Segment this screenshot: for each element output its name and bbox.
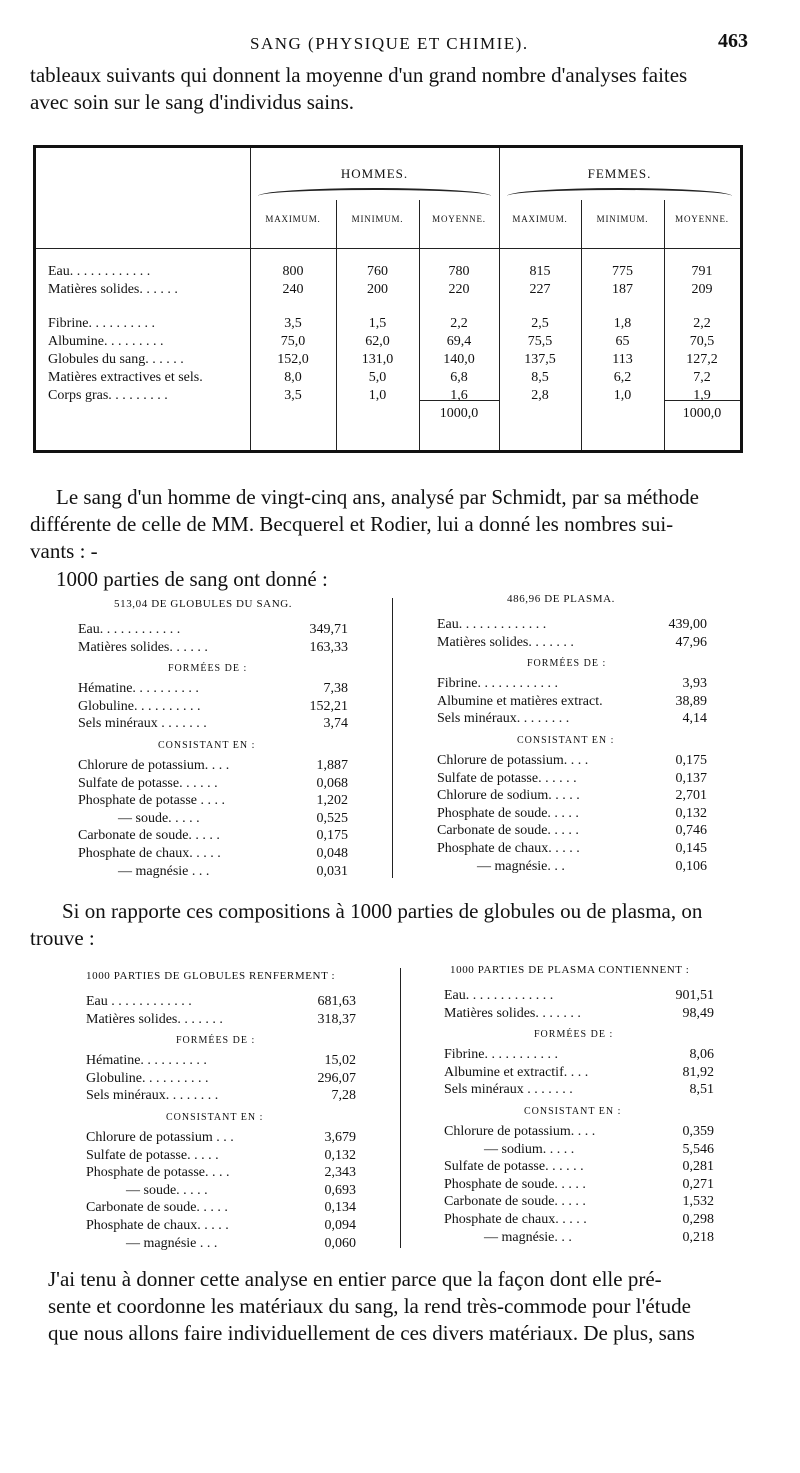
table-cell: 137,5 bbox=[524, 352, 556, 367]
block-heading: 1000 PARTIES DE GLOBULES RENFERMENT : bbox=[86, 970, 336, 982]
item-value: 0,060 bbox=[324, 1235, 356, 1251]
column-heading: MOYENNE. bbox=[675, 214, 729, 224]
column-divider bbox=[392, 598, 393, 878]
item-value: 4,14 bbox=[682, 711, 707, 727]
item-label: Phosphate de chaux. . . . . bbox=[86, 1218, 229, 1233]
sub-heading: FORMÉES DE : bbox=[527, 658, 607, 670]
table-divider bbox=[250, 148, 251, 450]
item-label: Eau. . . . . . . . . . . . . bbox=[437, 617, 547, 632]
item-value: 163,33 bbox=[309, 639, 348, 655]
table-cell: 65 bbox=[615, 334, 630, 349]
item-value: 3,679 bbox=[324, 1130, 356, 1145]
item-value: 318,37 bbox=[317, 1011, 356, 1027]
table-cell: 6,2 bbox=[613, 370, 632, 385]
sub-heading: CONSISTANT EN : bbox=[524, 1106, 622, 1117]
schmidt-line: vants : - bbox=[30, 539, 98, 563]
table-cell: 6,8 bbox=[450, 370, 468, 385]
item-label: Sulfate de potasse. . . . . . bbox=[78, 775, 218, 791]
item-label: Sulfate de potasse. . . . . . bbox=[444, 1159, 584, 1175]
table-cell: 70,5 bbox=[689, 334, 715, 349]
block-heading: 1000 PARTIES DE PLASMA CONTIENNENT : bbox=[450, 964, 690, 976]
table-cell: 69,4 bbox=[446, 334, 472, 349]
group-brace bbox=[258, 188, 491, 196]
item-label: Hématine. . . . . . . . . . bbox=[78, 681, 199, 697]
table-cell: 5,0 bbox=[368, 370, 387, 385]
item-value: 38,89 bbox=[675, 693, 707, 709]
page-number: 463 bbox=[718, 30, 748, 52]
parts-line: 1000 parties de sang ont donné : bbox=[56, 567, 328, 591]
table-divider bbox=[499, 148, 500, 450]
item-value: 0,525 bbox=[316, 810, 348, 826]
table-cell: 7,2 bbox=[693, 370, 711, 385]
table-cell: 8,5 bbox=[531, 370, 549, 385]
item-label: Carbonate de soude. . . . . bbox=[444, 1194, 586, 1210]
sub-heading: CONSISTANT EN : bbox=[158, 740, 256, 751]
item-value: 0,068 bbox=[316, 775, 348, 791]
table-cell: 3,5 bbox=[284, 388, 302, 403]
table-cell: 8,0 bbox=[284, 370, 302, 385]
item-label: Albumine et extractif. . . . bbox=[444, 1064, 589, 1080]
group-brace bbox=[507, 188, 732, 196]
item-value: 0,134 bbox=[324, 1200, 356, 1216]
sub-heading: FORMÉES DE : bbox=[176, 1035, 256, 1047]
table-cell: 2,2 bbox=[450, 316, 468, 331]
table-row-label: Fibrine. . . . . . . . . . bbox=[48, 316, 155, 331]
item-label: Sels minéraux. . . . . . . . bbox=[86, 1088, 219, 1104]
table-row-label: Matières solides. . . . . . bbox=[48, 282, 178, 297]
sub-heading: CONSISTANT EN : bbox=[166, 1112, 264, 1123]
table-cell: 2,8 bbox=[531, 388, 549, 403]
intro-line: tableaux suivants qui donnent la moyenne d'un grand nombre d'analyses faites bbox=[30, 63, 688, 87]
table-cell: 791 bbox=[691, 264, 713, 279]
table-cell: 127,2 bbox=[686, 352, 718, 367]
item-label: Sels minéraux. . . . . . . . bbox=[437, 711, 570, 727]
closing-line: que nous allons faire individuellement de ces divers matériaux. De plus, sans bbox=[48, 1321, 695, 1345]
table-cell: 200 bbox=[367, 282, 388, 297]
item-label: Phosphate de soude. . . . . bbox=[444, 1176, 586, 1192]
item-label: Fibrine. . . . . . . . . . . . bbox=[437, 676, 558, 692]
item-value: 1,532 bbox=[682, 1194, 714, 1210]
item-label: Phosphate de potasse . . . . bbox=[78, 793, 225, 809]
item-value: 0,132 bbox=[675, 805, 707, 821]
item-label: Chlorure de potassium. . . . bbox=[437, 753, 589, 768]
sub-heading: CONSISTANT EN : bbox=[517, 735, 615, 746]
block-heading: 513,04 DE GLOBULES DU SANG. bbox=[114, 598, 293, 610]
item-label: Matières solides. . . . . . bbox=[78, 639, 208, 655]
item-value: 349,71 bbox=[309, 622, 348, 637]
sub-heading: FORMÉES DE : bbox=[534, 1029, 614, 1041]
total-femmes: 1000,0 bbox=[682, 406, 722, 421]
item-value: 0,175 bbox=[316, 828, 348, 844]
rapport-paragraph bbox=[30, 898, 770, 952]
table-cell: 3,5 bbox=[284, 316, 302, 331]
item-label: Globuline. . . . . . . . . . bbox=[78, 698, 201, 714]
item-value: 7,38 bbox=[323, 681, 348, 697]
item-label: Phosphate de chaux. . . . . bbox=[437, 841, 580, 856]
closing-line: J'ai tenu à donner cette analyse en entier parce que la façon dont elle pré- bbox=[48, 1267, 662, 1291]
item-value: 2,343 bbox=[324, 1165, 356, 1181]
item-value: 0,175 bbox=[675, 753, 707, 768]
item-value: 0,048 bbox=[316, 846, 348, 861]
item-label: Chlorure de potassium . . . bbox=[86, 1130, 234, 1145]
item-value: 1,887 bbox=[316, 758, 348, 773]
column-heading: MOYENNE. bbox=[432, 214, 486, 224]
table-cell: 220 bbox=[448, 282, 470, 297]
item-label: Sels minéraux . . . . . . . bbox=[444, 1082, 573, 1098]
item-label: — magnésie. . . bbox=[484, 1229, 572, 1245]
item-label: Phosphate de soude. . . . . bbox=[437, 805, 579, 821]
item-value: 8,06 bbox=[689, 1047, 714, 1063]
item-value: 8,51 bbox=[689, 1082, 714, 1098]
item-label: Globuline. . . . . . . . . . bbox=[86, 1070, 209, 1086]
group-heading-femmes: FEMMES. bbox=[587, 166, 652, 181]
item-label: Chlorure de potassium. . . . bbox=[78, 758, 230, 773]
rapport-line: trouve : bbox=[30, 926, 95, 950]
table-cell: 815 bbox=[529, 264, 551, 279]
plasma-1000-block bbox=[444, 964, 724, 1244]
table-cell: 760 bbox=[367, 264, 388, 279]
table-cell: 113 bbox=[612, 352, 633, 367]
table-cell: 2,5 bbox=[531, 316, 549, 331]
item-value: 0,031 bbox=[316, 863, 348, 879]
closing-line: sente et coordonne les matériaux du sang, la rend très-commode pour l'étude bbox=[48, 1294, 691, 1318]
schmidt-line: différente de celle de MM. Becquerel et Rodier, lui a donné les nombres sui- bbox=[30, 512, 674, 536]
column-divider bbox=[400, 968, 401, 1248]
sub-heading: FORMÉES DE : bbox=[168, 663, 248, 675]
item-label: Chlorure de sodium. . . . . bbox=[437, 788, 580, 804]
item-value: 7,28 bbox=[331, 1088, 356, 1104]
item-label: Eau. . . . . . . . . . . . . bbox=[444, 988, 554, 1003]
blood-composition-table bbox=[33, 145, 743, 453]
item-value: 5,546 bbox=[682, 1141, 714, 1157]
item-label: Phosphate de chaux. . . . . bbox=[444, 1212, 587, 1227]
item-label: Matières solides. . . . . . . bbox=[86, 1011, 223, 1027]
table-row-label: Eau. . . . . . . . . . . . bbox=[48, 264, 151, 279]
block-heading: 486,96 DE PLASMA. bbox=[507, 593, 615, 605]
item-value: 0,298 bbox=[682, 1212, 714, 1227]
total-hommes: 1000,0 bbox=[439, 406, 479, 421]
closing-paragraph bbox=[48, 1266, 768, 1347]
table-cell: 131,0 bbox=[361, 352, 394, 367]
item-value: 0,106 bbox=[675, 858, 707, 874]
item-value: 98,49 bbox=[682, 1005, 714, 1021]
item-label: Fibrine. . . . . . . . . . . bbox=[444, 1047, 558, 1063]
item-value: 3,74 bbox=[323, 716, 348, 732]
item-value: 0,218 bbox=[682, 1229, 714, 1245]
item-label: Sulfate de potasse. . . . . . bbox=[437, 770, 577, 786]
table-cell: 240 bbox=[282, 282, 304, 297]
running-head bbox=[0, 30, 800, 60]
column-heading: MAXIMUM. bbox=[512, 214, 568, 224]
table-cell: 152,0 bbox=[277, 352, 309, 367]
item-label: Phosphate de potasse. . . . bbox=[86, 1165, 230, 1181]
globules-1000-block bbox=[86, 970, 366, 1250]
item-value: 901,51 bbox=[675, 988, 714, 1003]
globules-block bbox=[78, 598, 368, 878]
item-label: Hématine. . . . . . . . . . bbox=[86, 1053, 207, 1069]
table-row-label: Corps gras. . . . . . . . . bbox=[48, 388, 168, 403]
item-value: 152,21 bbox=[309, 698, 348, 714]
item-value: 81,92 bbox=[682, 1064, 714, 1080]
column-heading: MINIMUM. bbox=[596, 214, 649, 224]
table-cell: 800 bbox=[282, 264, 304, 279]
item-label: Carbonate de soude. . . . . bbox=[437, 823, 579, 839]
item-label: Sulfate de potasse. . . . . bbox=[86, 1147, 219, 1163]
table-cell: 1,8 bbox=[613, 316, 632, 331]
item-label: Chlorure de potassium. . . . bbox=[444, 1124, 596, 1139]
table-cell: 227 bbox=[529, 282, 551, 297]
table-cell: 140,0 bbox=[443, 352, 475, 367]
item-value: 0,693 bbox=[324, 1182, 356, 1198]
item-label: Carbonate de soude. . . . . bbox=[78, 828, 220, 844]
rapport-line: Si on rapporte ces compositions à 1000 parties de globules ou de plasma, on bbox=[62, 899, 703, 923]
item-label: — sodium. . . . . bbox=[484, 1141, 575, 1157]
item-value: 439,00 bbox=[668, 617, 707, 632]
table-cell: 75,5 bbox=[527, 334, 553, 349]
item-value: 0,145 bbox=[675, 841, 707, 856]
item-label: Phosphate de chaux. . . . . bbox=[78, 846, 221, 861]
item-label: — magnésie . . . bbox=[118, 863, 210, 879]
schmidt-paragraph bbox=[30, 484, 770, 565]
item-value: 0,271 bbox=[682, 1176, 714, 1192]
schmidt-line: Le sang d'un homme de vingt-cinq ans, analysé par Schmidt, par sa méthode bbox=[56, 485, 699, 509]
table-row-label: Matières extractives et sels. bbox=[48, 370, 203, 385]
group-heading-hommes: HOMMES. bbox=[340, 166, 409, 181]
item-value: 2,701 bbox=[675, 788, 707, 804]
table-cell: 780 bbox=[448, 264, 470, 279]
table-cell: 62,0 bbox=[365, 334, 390, 349]
item-value: 0,281 bbox=[682, 1159, 714, 1175]
item-label: Matières solides. . . . . . . bbox=[437, 634, 574, 650]
table-row-label: Albumine. . . . . . . . . bbox=[48, 334, 164, 349]
table-cell: 187 bbox=[612, 282, 633, 297]
running-head-title: SANG (PHYSIQUE ET CHIMIE). bbox=[250, 34, 529, 53]
item-value: 296,07 bbox=[317, 1070, 356, 1086]
item-label: Eau. . . . . . . . . . . . bbox=[78, 622, 181, 637]
item-value: 681,63 bbox=[317, 994, 356, 1009]
table-cell: 775 bbox=[612, 264, 633, 279]
item-label: — soude. . . . . bbox=[126, 1182, 208, 1198]
item-value: 0,359 bbox=[682, 1124, 714, 1139]
item-value: 0,132 bbox=[324, 1147, 356, 1163]
item-label: — magnésie. . . bbox=[477, 858, 565, 874]
item-value: 1,202 bbox=[316, 793, 348, 809]
table-cell: 75,0 bbox=[280, 334, 306, 349]
table-row-label: Globules du sang. . . . . . bbox=[48, 352, 184, 367]
table-cell: 2,2 bbox=[693, 316, 711, 331]
item-value: 15,02 bbox=[324, 1053, 356, 1069]
item-value: 0,094 bbox=[324, 1218, 356, 1233]
item-value: 0,746 bbox=[675, 823, 707, 839]
table-cell: 1,0 bbox=[368, 388, 387, 403]
intro-paragraph bbox=[30, 62, 770, 116]
table-cell: 1,6 bbox=[450, 388, 468, 403]
column-heading: MAXIMUM. bbox=[265, 214, 321, 224]
item-label: Matières solides. . . . . . . bbox=[444, 1005, 581, 1021]
table-cell: 1,5 bbox=[368, 316, 387, 331]
table-cell: 209 bbox=[691, 282, 713, 297]
item-label: — soude. . . . . bbox=[118, 810, 200, 826]
item-label: Carbonate de soude. . . . . bbox=[86, 1200, 228, 1216]
item-label: Eau . . . . . . . . . . . . bbox=[86, 994, 192, 1009]
plasma-block bbox=[437, 593, 707, 873]
item-value: 3,93 bbox=[682, 676, 707, 692]
item-label: Sels minéraux . . . . . . . bbox=[78, 716, 207, 732]
item-label: — magnésie . . . bbox=[126, 1235, 218, 1251]
table-cell: 1,9 bbox=[693, 388, 711, 403]
item-value: 0,137 bbox=[675, 770, 707, 786]
column-heading: MINIMUM. bbox=[351, 214, 404, 224]
item-label: Albumine et matières extract. bbox=[437, 693, 603, 709]
item-value: 47,96 bbox=[675, 634, 707, 650]
table-cell: 1,0 bbox=[613, 388, 632, 403]
intro-line: avec soin sur le sang d'individus sains. bbox=[30, 90, 354, 114]
header-rule bbox=[36, 248, 740, 249]
